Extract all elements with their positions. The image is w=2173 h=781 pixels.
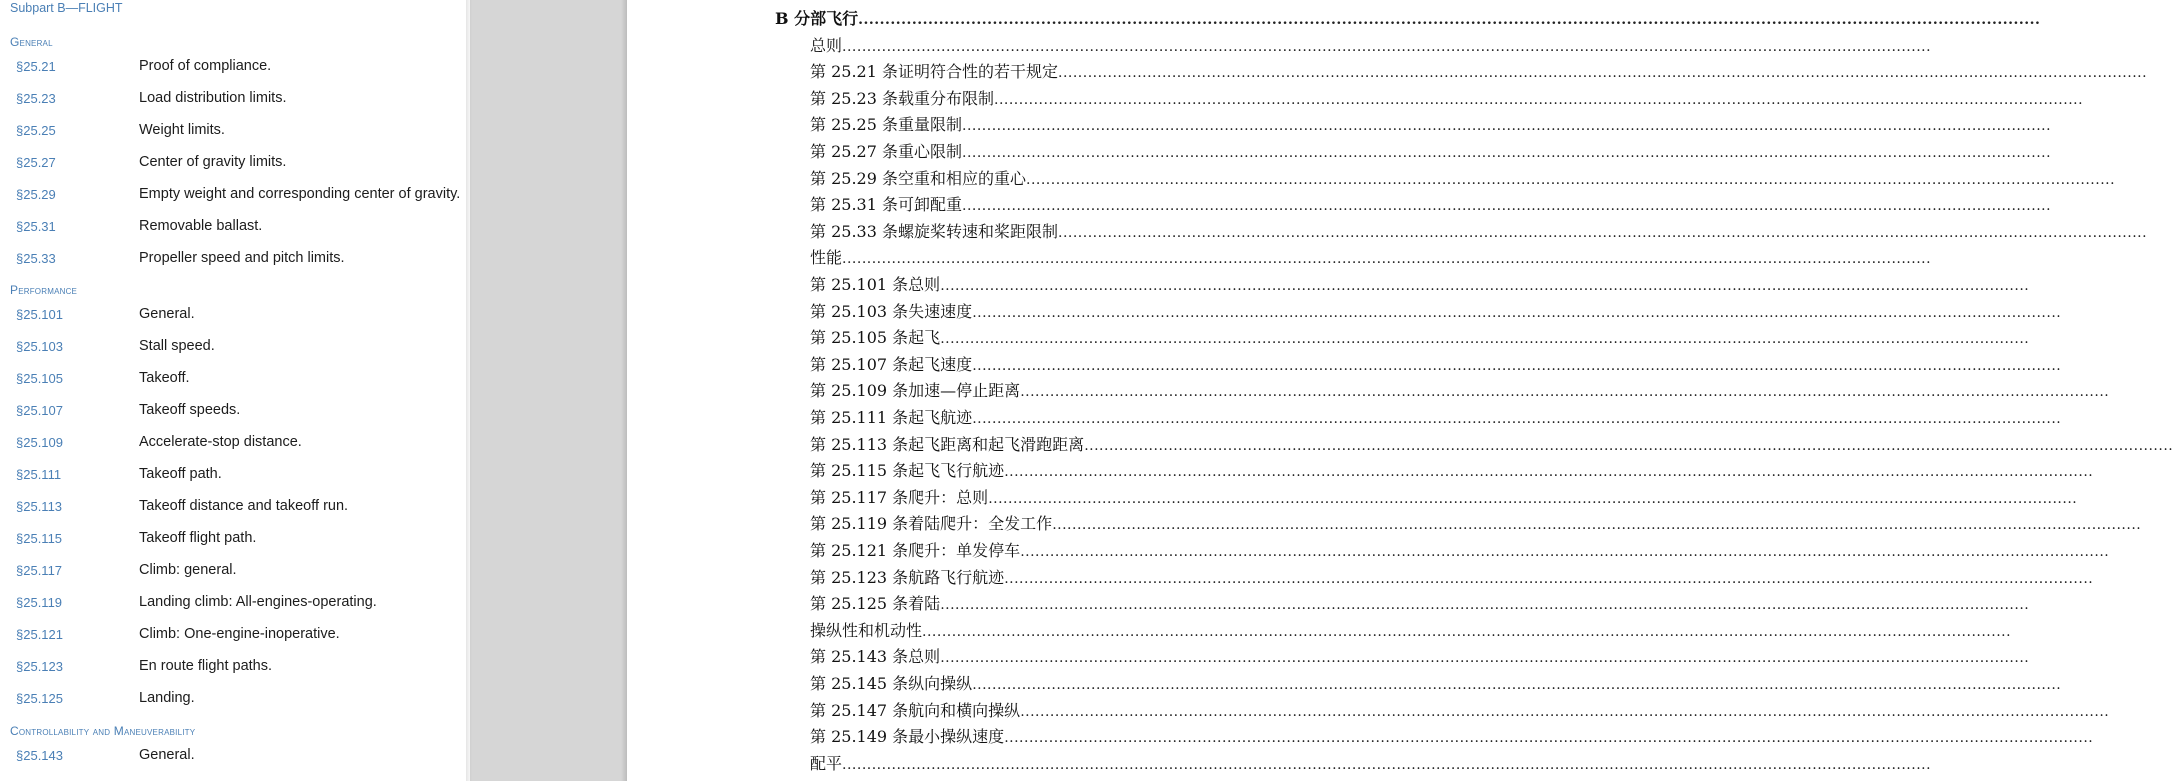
section-entry-cn[interactable] (810, 378, 2110, 402)
entry-label: 总则 (908, 647, 941, 667)
toc-row (0, 435, 470, 455)
section-title: Landing climb: All-engines-operating. (139, 594, 377, 610)
toc-row (0, 187, 470, 207)
entry-number: 第 25.101 条 (810, 275, 909, 294)
section-title: Center of gravity limits. (139, 154, 287, 170)
toc-row (0, 595, 470, 615)
entry-label: 爬升：单发停车 (908, 541, 1021, 560)
left-page-shadow (466, 0, 472, 781)
page-gutter (470, 0, 627, 781)
entry-label: 爬升：总则 (908, 487, 989, 507)
toc-row (0, 123, 470, 143)
dot-leader: ............................................................................................................................................................................................................................ (940, 650, 2030, 667)
toc-row (0, 531, 470, 551)
section-title: Climb: One-engine-inoperative. (139, 626, 340, 642)
section-link[interactable]: §25.103 (16, 339, 63, 354)
english-toc-pane (0, 0, 470, 781)
entry-number: B 分部 (775, 9, 827, 28)
section-link[interactable]: §25.143 (16, 748, 63, 763)
entry-label: 加速—停止距离 (908, 381, 1021, 401)
section-link[interactable]: §25.121 (16, 627, 63, 642)
category-entry-cn[interactable] (810, 245, 1932, 269)
entry-label: 螺旋桨转速和桨距限制 (897, 221, 1058, 241)
dot-leader: ............................................................................................................................................................................................................................ (858, 12, 2041, 28)
section-entry-cn[interactable] (810, 219, 2148, 243)
section-link[interactable]: §25.105 (16, 371, 63, 386)
entry-label: 可卸配重 (897, 195, 962, 215)
dot-leader: ............................................................................................................................................................................................................................ (972, 677, 2062, 693)
section-title: Removable ballast. (139, 218, 263, 234)
entry-number: 第 25.29 条 (810, 168, 898, 188)
entry-number: 第 25.145 条 (810, 674, 909, 693)
section-link[interactable]: §25.29 (16, 187, 56, 202)
section-link[interactable]: §25.21 (16, 59, 56, 74)
category-entry-cn[interactable] (810, 33, 1932, 57)
entry-number: 第 25.21 条 (810, 62, 898, 82)
section-title: Takeoff path. (139, 466, 222, 482)
dot-leader: ............................................................................................................................................................................................................................ (1058, 65, 2148, 82)
dot-leader: ............................................................................................................................................................................................................................ (842, 38, 1932, 55)
section-link[interactable]: §25.113 (16, 499, 63, 514)
toc-row (0, 91, 470, 111)
section-title: General. (139, 747, 195, 763)
dot-leader: ............................................................................................................................................................................................................................ (940, 597, 2030, 614)
section-title: General. (139, 306, 195, 322)
entry-number: 第 25.25 条 (810, 115, 898, 135)
entry-number: 第 25.33 条 (810, 221, 898, 241)
section-title: Takeoff distance and takeoff run. (139, 498, 349, 514)
chinese-toc-pane (627, 0, 2173, 781)
entry-label: 起飞速度 (908, 354, 973, 374)
entry-number: 第 25.123 条 (810, 567, 909, 587)
toc-row (0, 467, 470, 487)
subpart-title[interactable]: Subpart B—FLIGHT (10, 1, 123, 15)
section-link[interactable]: §25.125 (16, 691, 63, 706)
entry-label: 航向和横向操纵 (908, 700, 1021, 720)
section-entry-cn[interactable] (810, 458, 2094, 482)
toc-row (0, 307, 470, 327)
section-link[interactable]: §25.107 (16, 403, 63, 418)
dot-leader: ............................................................................................................................................................................................................................ (1052, 517, 2142, 534)
entry-number: 第 25.113 条 (810, 434, 909, 454)
dot-leader: ............................................................................................................................................................................................................................ (842, 251, 1932, 268)
section-link[interactable]: §25.25 (16, 123, 56, 138)
section-link[interactable]: §25.111 (16, 467, 62, 482)
section-entry-cn[interactable] (810, 432, 2173, 456)
group-heading: Controllability and Maneuverability (10, 724, 196, 738)
section-link[interactable]: §25.33 (16, 251, 56, 266)
section-entry-cn[interactable] (810, 112, 2052, 136)
entry-number: 第 25.121 条 (810, 541, 909, 560)
entry-number: 第 25.117 条 (810, 487, 909, 507)
entry-number: 第 25.103 条 (810, 301, 909, 321)
section-entry-cn[interactable] (810, 511, 2142, 535)
dot-leader: ............................................................................................................................................................................................................................ (1058, 224, 2148, 241)
section-title: Load distribution limits. (139, 90, 287, 106)
section-link[interactable]: §25.31 (16, 219, 56, 234)
category-entry-cn[interactable] (810, 618, 2012, 642)
entry-label: 起飞航迹 (908, 408, 973, 427)
dot-leader: ............................................................................................................................................................................................................................ (1020, 544, 2110, 560)
entry-number: 第 25.27 条 (810, 142, 898, 161)
section-title: Climb: general. (139, 562, 237, 578)
entry-label: 着陆爬升：全发工作 (908, 514, 1053, 534)
section-link[interactable]: §25.117 (16, 563, 63, 578)
section-link[interactable]: §25.123 (16, 659, 63, 674)
entry-number: 第 25.147 条 (810, 700, 909, 720)
entry-label: 性能 (810, 248, 843, 268)
section-title: Accelerate-stop distance. (139, 434, 302, 450)
dot-leader: ............................................................................................................................................................................................................................ (962, 145, 2052, 161)
entry-label: 操纵性和机动性 (810, 620, 923, 640)
entry-label: 飞行 (826, 9, 859, 28)
section-entry-cn[interactable] (810, 59, 2148, 83)
dot-leader: ............................................................................................................................................................................................................................ (988, 490, 2078, 507)
entry-label: 空重和相应的重心 (897, 168, 1026, 188)
toc-row (0, 219, 470, 239)
dot-leader: ............................................................................................................................................................................................................................ (922, 623, 2012, 640)
entry-number: 第 25.111 条 (810, 408, 909, 427)
entry-label: 航路飞行航迹 (908, 567, 1005, 587)
entry-label: 起飞飞行航迹 (908, 461, 1005, 481)
section-link[interactable]: §25.109 (16, 435, 63, 450)
dot-leader: ............................................................................................................................................................................................................................ (1020, 703, 2110, 720)
entry-label: 起飞距离和起飞滑跑距离 (908, 434, 1085, 454)
entry-label: 着陆 (908, 594, 941, 614)
section-title: Takeoff flight path. (139, 530, 257, 546)
dot-leader: ............................................................................................................................................................................................................................ (940, 278, 2030, 294)
section-entry-cn[interactable] (810, 724, 2094, 748)
entry-label: 载重分布限制 (897, 88, 994, 108)
section-title: Proof of compliance. (139, 58, 272, 74)
toc-row (0, 748, 470, 768)
section-link[interactable]: §25.101 (16, 307, 63, 322)
section-link[interactable]: §25.27 (16, 155, 56, 170)
dot-leader: ............................................................................................................................................................................................................................ (972, 304, 2062, 321)
entry-number: 第 25.105 条 (810, 328, 909, 348)
section-entry-cn[interactable] (810, 538, 2110, 562)
section-title: Empty weight and corresponding center of gravity. (139, 186, 461, 202)
section-entry-cn[interactable] (810, 485, 2078, 509)
entry-label: 重心限制 (897, 142, 962, 161)
entry-label: 配平 (810, 753, 843, 773)
entry-label: 起飞 (908, 328, 941, 348)
section-link[interactable]: §25.115 (16, 531, 63, 546)
section-entry-cn[interactable] (810, 86, 2084, 110)
section-title: Stall speed. (139, 338, 215, 354)
dot-leader: ............................................................................................................................................................................................................................ (962, 198, 2052, 215)
section-entry-cn[interactable] (810, 192, 2052, 216)
dot-leader: ............................................................................................................................................................................................................................ (1026, 171, 2116, 188)
entry-number: 第 25.149 条 (810, 727, 909, 747)
entry-label: 证明符合性的若干规定 (897, 62, 1058, 82)
group-heading: General (10, 35, 53, 49)
section-entry-cn[interactable] (810, 644, 2030, 668)
section-entry-cn[interactable] (810, 591, 2030, 615)
section-entry-cn[interactable] (810, 405, 2062, 429)
toc-row (0, 59, 470, 79)
section-title: Takeoff. (139, 370, 190, 386)
section-entry-cn[interactable] (810, 299, 2062, 323)
entry-number: 第 25.119 条 (810, 514, 909, 534)
subpart-heading-cn[interactable] (775, 6, 2041, 30)
dot-leader: ............................................................................................................................................................................................................................ (1084, 437, 2173, 454)
section-link[interactable]: §25.23 (16, 91, 56, 106)
toc-row (0, 155, 470, 175)
section-title: Takeoff speeds. (139, 402, 241, 418)
entry-label: 最小操纵速度 (908, 727, 1005, 747)
section-title: Propeller speed and pitch limits. (139, 250, 345, 266)
group-heading: Performance (10, 283, 78, 297)
section-title: Landing. (139, 690, 195, 706)
section-link[interactable]: §25.119 (16, 595, 63, 610)
section-entry-cn[interactable] (810, 166, 2116, 190)
section-entry-cn[interactable] (810, 139, 2052, 163)
toc-row (0, 251, 470, 271)
entry-number: 第 25.125 条 (810, 594, 909, 614)
section-entry-cn[interactable] (810, 565, 2094, 589)
dot-leader: ............................................................................................................................................................................................................................ (1004, 730, 2094, 747)
dot-leader: ............................................................................................................................................................................................................................ (940, 331, 2030, 348)
toc-row (0, 563, 470, 583)
entry-label: 总则 (908, 275, 941, 294)
toc-row (0, 659, 470, 679)
dot-leader: ............................................................................................................................................................................................................................ (1020, 384, 2110, 401)
dot-leader: ............................................................................................................................................................................................................................ (994, 91, 2084, 108)
dot-leader: ............................................................................................................................................................................................................................ (1004, 464, 2094, 481)
section-title: En route flight paths. (139, 658, 272, 674)
entry-number: 第 25.109 条 (810, 381, 909, 401)
entry-number: 第 25.143 条 (810, 647, 909, 667)
toc-row (0, 403, 470, 423)
toc-row (0, 627, 470, 647)
entry-number: 第 25.31 条 (810, 195, 898, 215)
dot-leader: ............................................................................................................................................................................................................................ (972, 411, 2062, 427)
entry-number: 第 25.23 条 (810, 88, 898, 108)
section-entry-cn[interactable] (810, 698, 2110, 722)
section-entry-cn[interactable] (810, 272, 2030, 296)
toc-row (0, 499, 470, 519)
toc-row (0, 691, 470, 711)
toc-row (0, 339, 470, 359)
section-entry-cn[interactable] (810, 671, 2062, 695)
entry-number: 第 25.107 条 (810, 354, 909, 374)
category-entry-cn[interactable] (810, 751, 1932, 775)
section-entry-cn[interactable] (810, 352, 2062, 376)
dot-leader: ............................................................................................................................................................................................................................ (972, 357, 2062, 374)
entry-label: 重量限制 (897, 115, 962, 135)
entry-label: 纵向操纵 (908, 674, 973, 693)
entry-label: 总则 (810, 35, 843, 55)
section-entry-cn[interactable] (810, 325, 2030, 349)
toc-row (0, 371, 470, 391)
dot-leader: ............................................................................................................................................................................................................................ (842, 756, 1932, 773)
section-title: Weight limits. (139, 122, 225, 138)
entry-label: 失速速度 (908, 301, 973, 321)
dot-leader: ............................................................................................................................................................................................................................ (962, 118, 2052, 135)
dot-leader: ............................................................................................................................................................................................................................ (1004, 570, 2094, 587)
entry-number: 第 25.115 条 (810, 461, 909, 481)
